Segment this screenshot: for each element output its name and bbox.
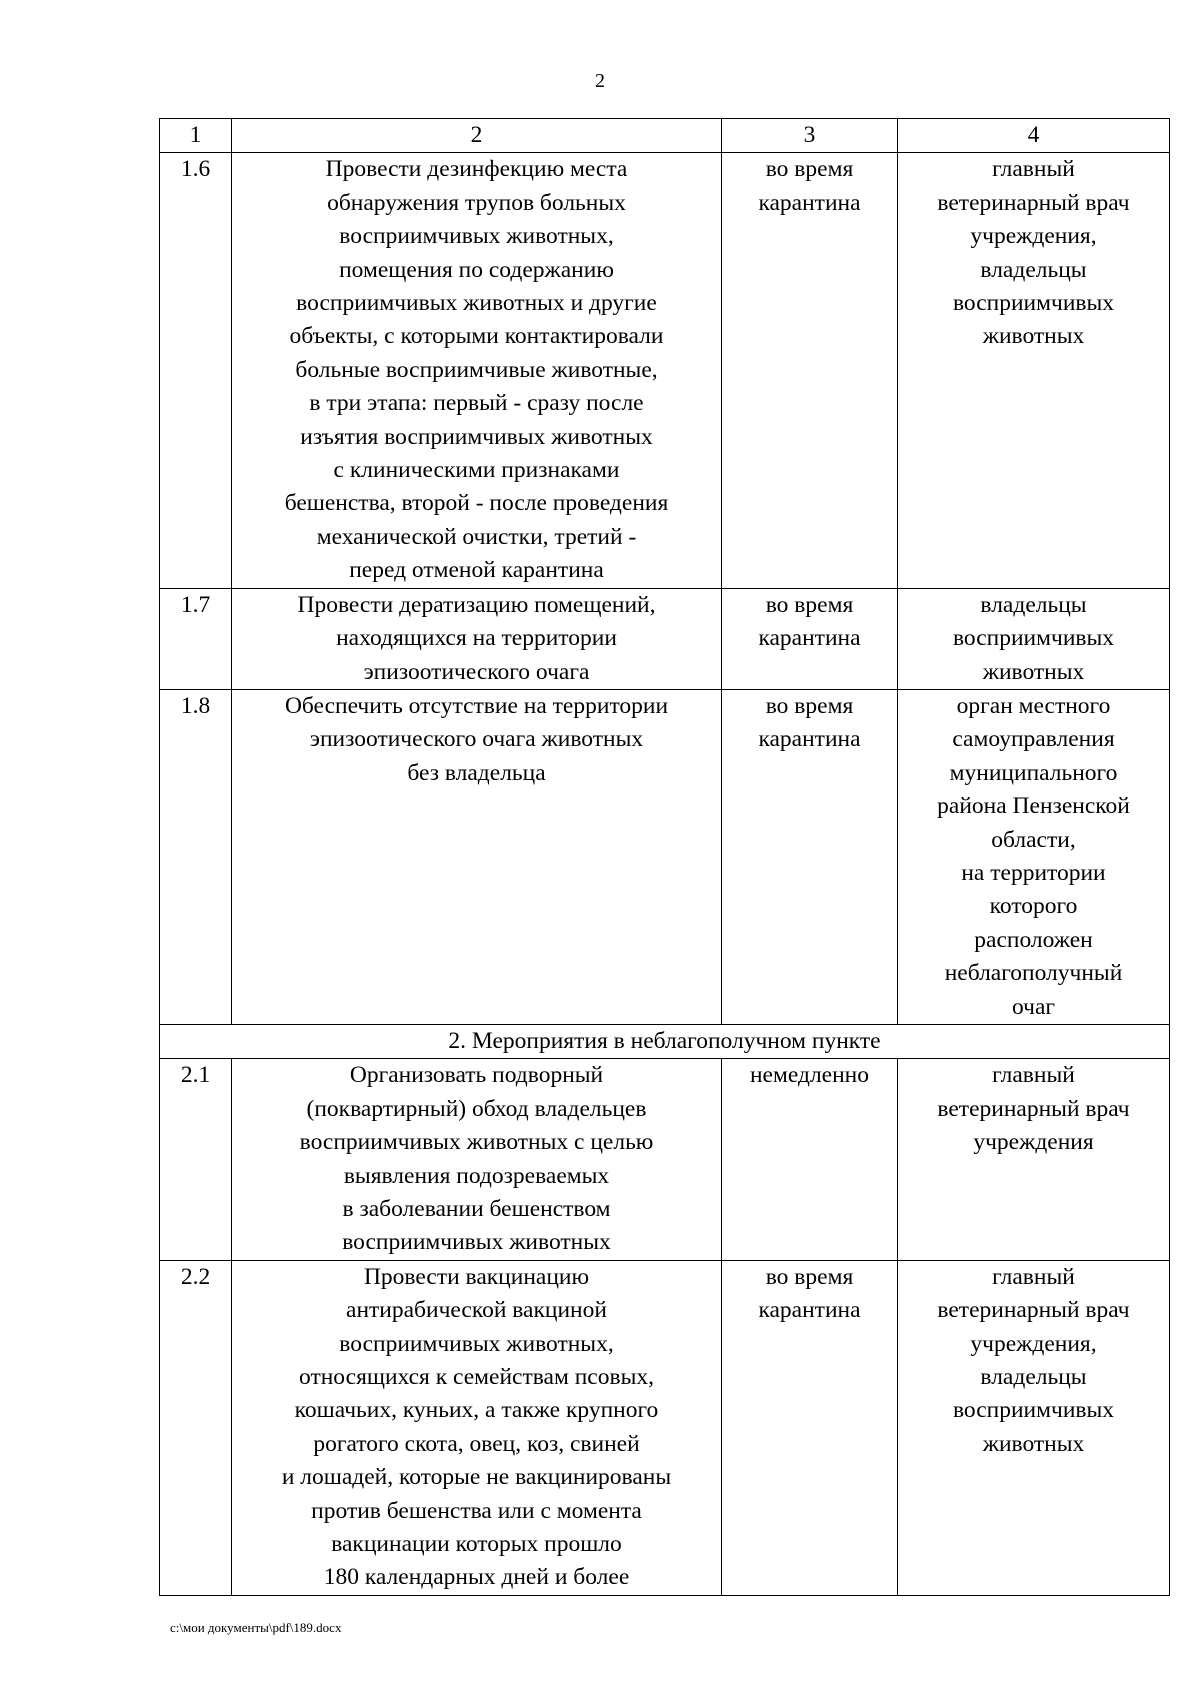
row-term: во время карантина [722,588,898,689]
row-measure: Обеспечить отсутствие на территории эпизоотического очага животных без владельца [232,689,722,1024]
row-term: немедленно [722,1059,898,1260]
row-responsible: главный ветеринарный врач учреждения, владельцы восприимчивых животных [898,153,1170,588]
row-number: 2.1 [160,1059,232,1260]
row-term: во время карантина [722,689,898,1024]
row-responsible: главный ветеринарный врач учреждения, владельцы восприимчивых животных [898,1260,1170,1595]
table-header-row [160,119,1170,153]
table-row [160,1059,1170,1260]
row-responsible: орган местного самоуправления муниципального района Пензенской области, на территории которого расположен неблагополучный очаг [898,689,1170,1024]
measures-table [159,118,1170,1596]
section-2-title: 2. Мероприятия в неблагополучном пункте [160,1024,1170,1058]
table-row [160,689,1170,1024]
row-responsible: владельцы восприимчивых животных [898,588,1170,689]
row-measure: Провести вакцинацию антирабической вакциной восприимчивых животных, относящихся к семействам псовых, кошачьих, куньих, а также крупного рогатого скота, овец, коз, свиней и лошадей, которые не вакцинированы против бешенства или с момента вакцинации которых прошло 180 календарных дней и более [232,1260,722,1595]
row-number: 1.6 [160,153,232,588]
row-measure: Провести дератизацию помещений, находящихся на территории эпизоотического очага [232,588,722,689]
row-number: 1.8 [160,689,232,1024]
table-row [160,588,1170,689]
row-number: 2.2 [160,1260,232,1595]
row-measure: Организовать подворный (поквартирный) обход владельцев восприимчивых животных с целью выявления подозреваемых в заболевании бешенством восприимчивых животных [232,1059,722,1260]
row-number: 1.7 [160,588,232,689]
header-col-1: 1 [160,119,232,153]
footer-file-path: c:\мои документы\pdf\189.docx [170,1620,342,1635]
row-term: во время карантина [722,1260,898,1595]
table-row [160,1260,1170,1595]
row-measure: Провести дезинфекцию места обнаружения трупов больных восприимчивых животных, помещения по содержанию восприимчивых животных и другие объекты, с которыми контактировали больные восприимчивые животные, в три этапа: первый - сразу после изъятия восприимчивых животных с клиническими признаками бешенства, второй - после проведения механической очистки, третий - перед отменой карантина [232,153,722,588]
header-col-2: 2 [232,119,722,153]
row-term: во время карантина [722,153,898,588]
section-heading-row [160,1024,1170,1058]
row-responsible: главный ветеринарный врач учреждения [898,1059,1170,1260]
table-row [160,153,1170,588]
page-number: 2 [595,70,605,92]
header-col-3: 3 [722,119,898,153]
header-col-4: 4 [898,119,1170,153]
